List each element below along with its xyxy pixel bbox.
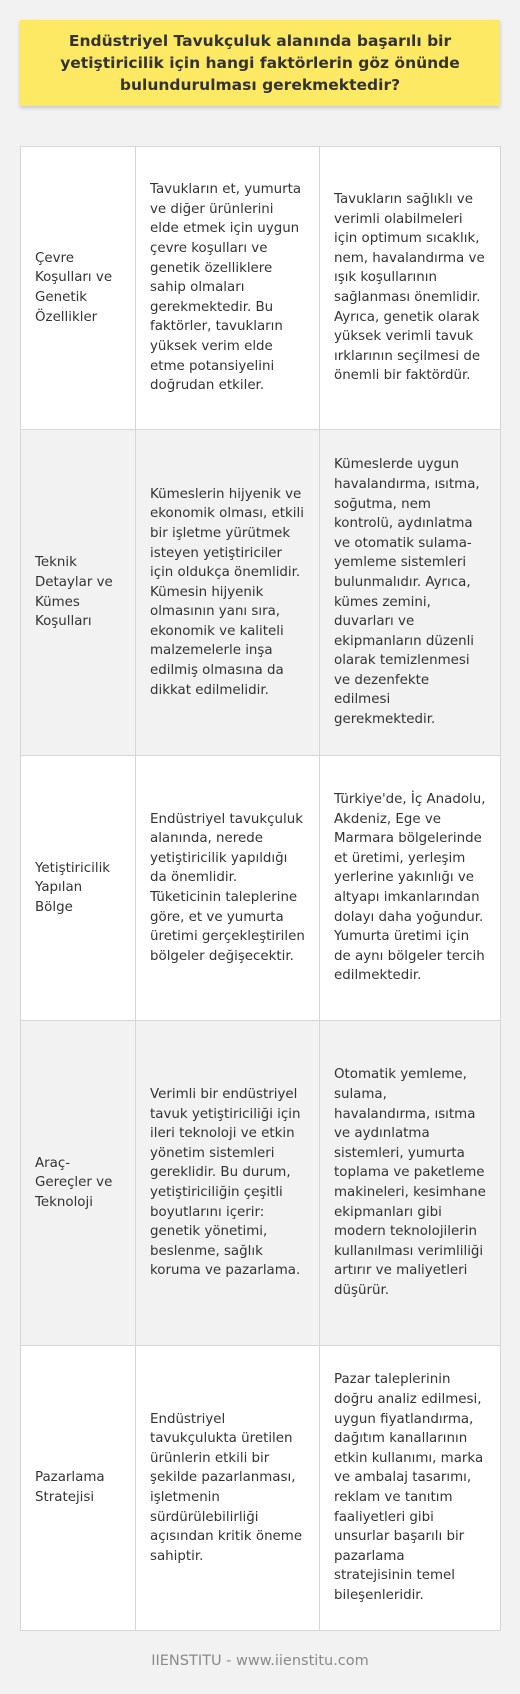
description-cell: Tavukların et, yumurta ve diğer ürünlerini elde etmek için uygun çevre koşulları ve genetik özelliklere sahip olmaları gerekmektedir. Bu faktörler, tavukların yüksek verim elde etme potansiyelini doğrudan etkiler. <box>136 147 320 430</box>
factors-table <box>20 146 501 1631</box>
table-row <box>21 1346 501 1631</box>
table-row <box>21 147 501 430</box>
table-row <box>21 430 501 756</box>
title-banner <box>20 20 500 106</box>
detail-cell: Otomatik yemleme, sulama, havalandırma, ısıtma ve aydınlatma sistemleri, yumurta toplama ve paketleme makineleri, kesimhane ekipmanları gibi modern teknolojilerin kullanılması verimliliği artırır ve maliyetleri düşürür. <box>320 1021 501 1346</box>
table-row <box>21 756 501 1021</box>
detail-cell: Türkiye'de, İç Anadolu, Akdeniz, Ege ve Marmara bölgelerinde et üretimi, yerleşim yerlerine yakınlığı ve altyapı imkanlarından dolayı daha yoğundur. Yumurta üretimi için de aynı bölgeler tercih edilmektedir. <box>320 756 501 1021</box>
footer-credit: IIENSTITU - www.iienstitu.com <box>151 1653 369 1669</box>
description-cell: Endüstriyel tavukçuluk alanında, nerede yetiştiricilik yapıldığı da önemlidir. Tüketicinin taleplerine göre, et ve yumurta üretimi gerçekleştirilen bölgeler değişecektir. <box>136 756 320 1021</box>
table-row <box>21 1021 501 1346</box>
topic-cell: Çevre Koşulları ve Genetik Özellikler <box>21 147 136 430</box>
topic-cell: Pazarlama Stratejisi <box>21 1346 136 1631</box>
description-cell: Verimli bir endüstriyel tavuk yetiştiriciliği için ileri teknoloji ve etkin yönetim sistemleri gereklidir. Bu durum, yetiştiriciliğin çeşitli boyutlarını içerir: genetik yönetimi, beslenme, sağlık koruma ve pazarlama. <box>136 1021 320 1346</box>
description-cell: Endüstriyel tavukçulukta üretilen ürünlerin etkili bir şekilde pazarlanması, işletmenin sürdürülebilirliği açısından kritik öneme sahiptir. <box>136 1346 320 1631</box>
detail-cell: Tavukların sağlıklı ve verimli olabilmeleri için optimum sıcaklık, nem, havalandırma ve ışık koşullarının sağlanması önemlidir. Ayrıca, genetik olarak yüksek verimli tavuk ırklarının seçilmesi de önemli bir faktördür. <box>320 147 501 430</box>
topic-cell: Araç-Gereçler ve Teknoloji <box>21 1021 136 1346</box>
topic-cell: Yetiştiricilik Yapılan Bölge <box>21 756 136 1021</box>
detail-cell: Kümeslerde uygun havalandırma, ısıtma, soğutma, nem kontrolü, aydınlatma ve otomatik sulama-yemleme sistemleri bulunmalıdır. Ayrıca, kümes zemini, duvarları ve ekipmanların düzenli olarak temizlenmesi ve dezenfekte edilmesi gerekmektedir. <box>320 430 501 756</box>
topic-cell: Teknik Detaylar ve Kümes Koşulları <box>21 430 136 756</box>
description-cell: Kümeslerin hijyenik ve ekonomik olması, etkili bir işletme yürütmek isteyen yetiştiriciler için oldukça önemlidir. Kümesin hijyenik olmasının yanı sıra, ekonomik ve kaliteli malzemelerle inşa edilmiş olmasına da dikkat edilmelidir. <box>136 430 320 756</box>
detail-cell: Pazar taleplerinin doğru analiz edilmesi, uygun fiyatlandırma, dağıtım kanallarının etkin kullanımı, marka ve ambalaj tasarımı, reklam ve tanıtım faaliyetleri gibi unsurlar başarılı bir pazarlama stratejisinin temel bileşenleridir. <box>320 1346 501 1631</box>
page-title: Endüstriyel Tavukçuluk alanında başarılı bir yetiştiricilik için hangi faktörlerin göz önünde bulundurulması gerekmektedir? <box>60 32 460 94</box>
